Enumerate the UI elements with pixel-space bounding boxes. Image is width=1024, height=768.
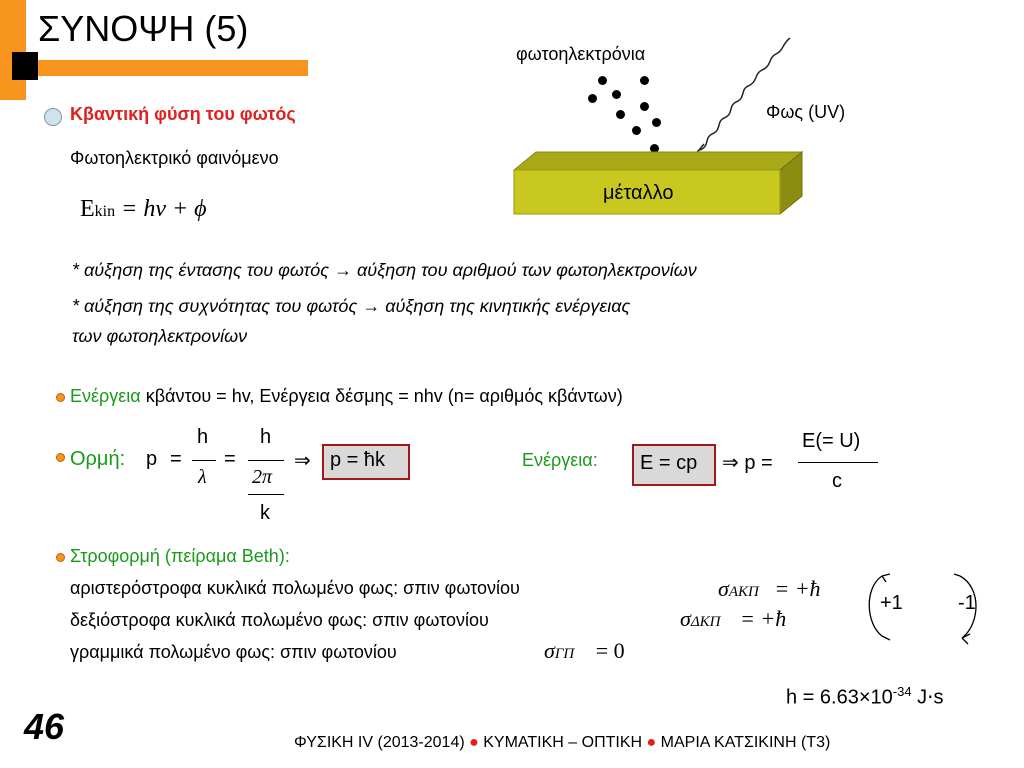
planck-constant: [786, 684, 944, 710]
note-frequency-line2: των φωτοηλεκτρονίων: [72, 326, 248, 346]
arrowhead-icon: [882, 636, 890, 640]
momentum-label: Ορμή:: [70, 448, 126, 470]
fraction-denominator-lambda: λ: [198, 466, 207, 488]
page-number: 46: [24, 706, 65, 747]
fraction-bar: [798, 462, 878, 463]
section-subheading: Φωτοηλεκτρικό φαινόμενο: [70, 148, 279, 168]
fraction-numerator-h: h: [260, 426, 272, 448]
spin-value: = 0: [595, 638, 625, 663]
spin-line-linear: γραμμικά πολωμένο φως: σπιν φωτονίου: [70, 642, 397, 662]
metal-label: μέταλλο: [603, 182, 674, 204]
bullet-icon: [56, 393, 65, 402]
footer-separator: ●: [646, 734, 657, 751]
energy-fraction-numerator: E(= U): [802, 430, 861, 452]
spin-line-left-circular: αριστερόστροφα κυκλικά πολωμένο φως: σπιν φωτονίου: [70, 578, 520, 598]
planck-unit: J⋅s: [911, 686, 944, 709]
eq-energy-symbol: E: [80, 196, 95, 222]
section-heading: Κβαντική φύση του φωτός: [70, 104, 296, 124]
spin-plus-one: +1: [880, 592, 903, 614]
sigma-subscript: ΔΚΠ: [690, 614, 721, 630]
spin-minus-one: -1: [958, 592, 976, 614]
fraction-denominator-2pi: 2π: [252, 466, 273, 488]
bullet-icon: [56, 553, 65, 562]
spin-value: = +ħ: [774, 576, 821, 601]
photoelectric-equation: [80, 196, 207, 223]
planck-value: h = 6.63×10: [786, 686, 893, 709]
energy-relation-label: Ενέργεια:: [522, 450, 598, 470]
fraction-bar: [248, 460, 284, 461]
eq-subscript: kin: [94, 203, 116, 220]
fraction-numerator-h: h: [197, 426, 209, 448]
orange-accent-horizontal: [26, 60, 308, 76]
photoelectrons-label: φωτοηλεκτρόνια: [516, 44, 646, 64]
footer-author: ΜΑΡΙΑ ΚΑΤΣΙΚΙΝΗ (Τ3): [660, 734, 831, 751]
footer-separator: ●: [469, 734, 479, 751]
sigma-symbol: σ: [680, 606, 691, 631]
note-intensity: * αύξηση της έντασης του φωτός → αύξηση του αριθμού των φωτοηλεκτρονίων: [72, 260, 697, 280]
energy-line: [70, 386, 623, 407]
spin-line-right-circular: δεξιόστροφα κυκλικά πολωμένο φως: σπιν φωτονίου: [70, 610, 489, 630]
sigma-subscript: ΑΚΠ: [728, 584, 759, 600]
footer-course: ΦΥΣΙΚΗ IV (2013-2014): [294, 734, 465, 751]
metal-top-face: [514, 152, 802, 170]
eq-rhs: = hν + ϕ: [121, 196, 207, 222]
implies-sign: ⇒: [294, 450, 311, 472]
energy-implies: ⇒ p =: [722, 452, 773, 474]
arrowhead-icon: [962, 634, 970, 644]
light-wave-path: [700, 38, 790, 150]
footer-topic: ΚΥΜΑΤΙΚΗ – ΟΠΤΙΚΗ: [483, 734, 643, 751]
sigma-symbol: σ: [718, 576, 729, 601]
bullet-icon: [56, 453, 65, 462]
sigma-symbol: σ: [544, 638, 555, 663]
energy-label: Ενέργεια: [70, 386, 141, 406]
spin-formula-left: [718, 576, 821, 602]
equals-sign: =: [224, 448, 236, 470]
energy-boxed-result: E = cp: [632, 444, 716, 486]
arrowhead-icon: [954, 574, 960, 576]
fraction-k: k: [260, 502, 270, 524]
fraction-bar: [248, 494, 284, 495]
arrowhead-icon: [882, 574, 890, 582]
equals-sign: =: [170, 448, 182, 470]
energy-text: κβάντου = hv, Ενέργεια δέσμης = nhv (n= αριθμός κβάντων): [140, 386, 623, 406]
momentum-boxed-result: p = ħk: [322, 444, 410, 480]
spin-value: = +ħ: [740, 606, 787, 631]
spin-formula-linear: [544, 638, 625, 664]
black-square-accent: [12, 52, 38, 80]
note-frequency-line1: * αύξηση της συχνότητας του φωτός → αύξηση της κινητικής ενέργειας: [72, 296, 631, 316]
light-label: Φως (UV): [766, 102, 846, 122]
planck-exponent: -34: [892, 684, 912, 699]
page-title: ΣΥΝΟΨΗ (5): [38, 8, 249, 49]
orange-accent-vertical: [0, 0, 26, 100]
spin-formula-right: [680, 606, 786, 632]
fraction-bar: [192, 460, 216, 461]
momentum-p: p: [146, 448, 158, 470]
angular-label: Στροφορμή (πείραμα Beth):: [70, 546, 290, 566]
bullet-icon: [44, 108, 62, 126]
footer: [294, 734, 830, 752]
energy-fraction-denominator: c: [832, 470, 842, 492]
sigma-subscript: ΓΠ: [554, 646, 575, 662]
